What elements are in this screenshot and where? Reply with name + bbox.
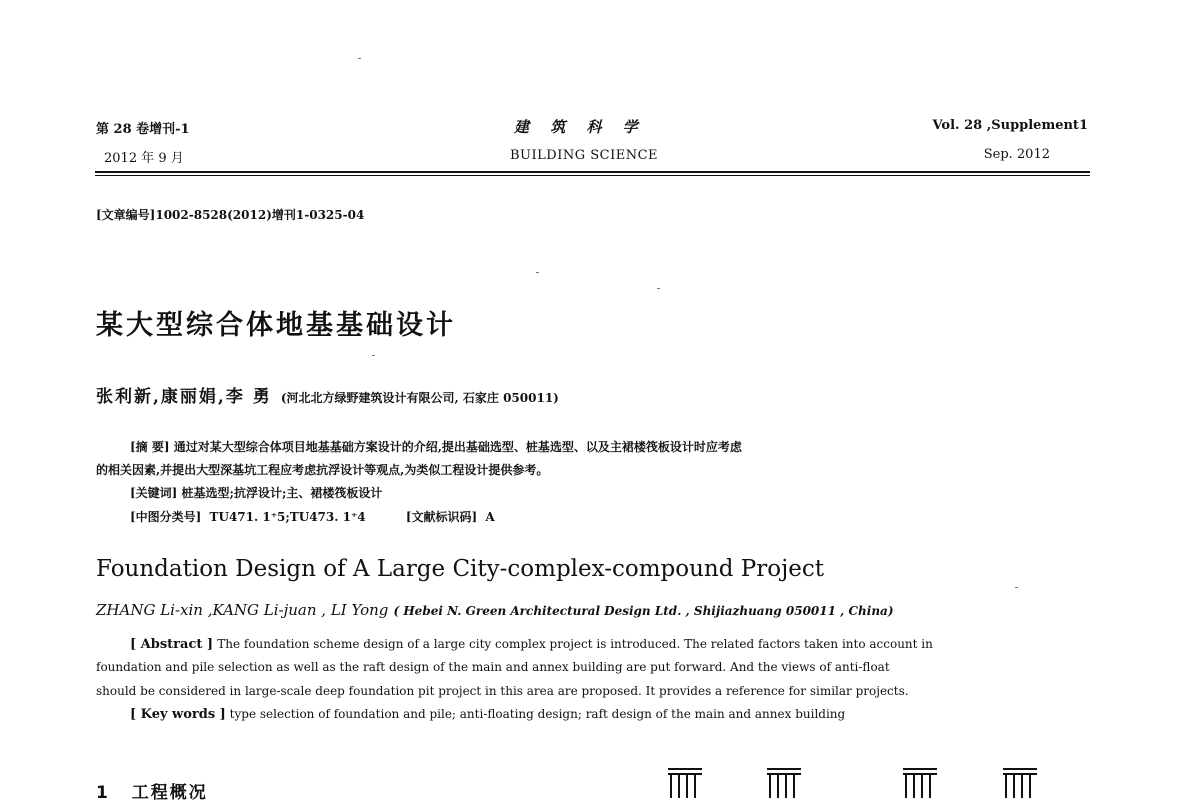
journal-name-cn: 建 筑 科 学 [514,118,646,136]
scan-speck [358,58,361,59]
authors-en: ZHANG Li-xin ,KANG Li-juan , LI Yong [96,601,389,619]
journal-date-cn: 2012 年 9 月 [104,151,184,166]
keywords-en-text: type selection of foundation and pile; anti-floating design; raft design of the main and annex building [229,707,846,721]
figure-building-fragment-1 [668,768,702,798]
doc-code: A [485,510,495,524]
authors-en-line [96,600,894,619]
section-1-title: 工程概况 [131,783,208,803]
classification-line [130,508,495,525]
title-en: Foundation Design of A Large City-complex-compound Project [96,556,824,582]
affiliation-cn: (河北北方绿野建筑设计有限公司, 石家庄 050011) [280,391,559,405]
figure-building-fragment-4 [1003,768,1037,798]
header-rule-thin [95,175,1090,176]
figure-building-fragment-2 [767,768,801,798]
scan-speck [1015,587,1018,588]
abstract-en-line1 [130,637,933,652]
classification-label: [中图分类号] [130,510,202,524]
article-number: [文章编号]1002-8528(2012)增刊1-0325-04 [96,208,365,222]
abstract-en-label: [ Abstract ] [130,637,214,652]
abstract-cn-line2: 的相关因素,并提出大型深基坑工程应考虑抗浮设计等观点,为类似工程设计提供参考。 [96,463,549,477]
journal-volume-en: Vol. 28 ,Supplement1 [932,118,1088,133]
scan-speck [536,272,539,273]
title-cn: 某大型综合体地基基础设计 [96,310,456,341]
keywords-en-line [130,707,845,722]
keywords-cn-line [130,484,382,501]
classification-code: TU471. 1⁺5;TU473. 1⁺4 [209,510,366,524]
abstract-cn-text1: 通过对某大型综合体项目地基基础方案设计的介绍,提出基础选型、桩基选型、以及主裙楼筏板设计时应考虑 [173,440,742,454]
journal-name-en: BUILDING SCIENCE [510,148,659,163]
journal-date-en: Sep. 2012 [983,147,1050,162]
doc-code-label: [文献标识码] [405,510,478,524]
abstract-en-text1: The foundation scheme design of a large city complex project is introduced. The related factors taken into account in [217,637,933,651]
affiliation-en: ( Hebei N. Green Architectural Design Ltd. , Shijiazhuang 050011 , China) [393,604,894,618]
keywords-en-label: [ Key words ] [130,707,226,722]
section-1-heading [96,778,208,803]
keywords-cn-text: 桩基选型;抗浮设计;主、裙楼筏板设计 [181,486,383,500]
keywords-cn-label: [关键词] [130,486,178,500]
figure-building-fragment-3 [903,768,937,798]
scan-speck [657,288,660,289]
abstract-en-line3: should be considered in large-scale deep foundation pit project in this area are proposed. It provides a reference for similar projects. [96,684,909,698]
authors-cn: 张利新,康丽娟,李 勇 [96,387,272,407]
section-1-number: 1 [96,783,108,803]
header-rule-thick [95,171,1090,173]
abstract-en-line2: foundation and pile selection as well as the raft design of the main and annex building are put forward. And the views of anti-float [96,660,890,674]
authors-cn-line [96,382,559,407]
abstract-cn-label: [摘 要] [130,440,170,454]
abstract-cn-line1 [130,438,742,455]
scan-speck [372,355,375,356]
journal-volume-cn: 第 28 卷增刊-1 [96,122,190,137]
